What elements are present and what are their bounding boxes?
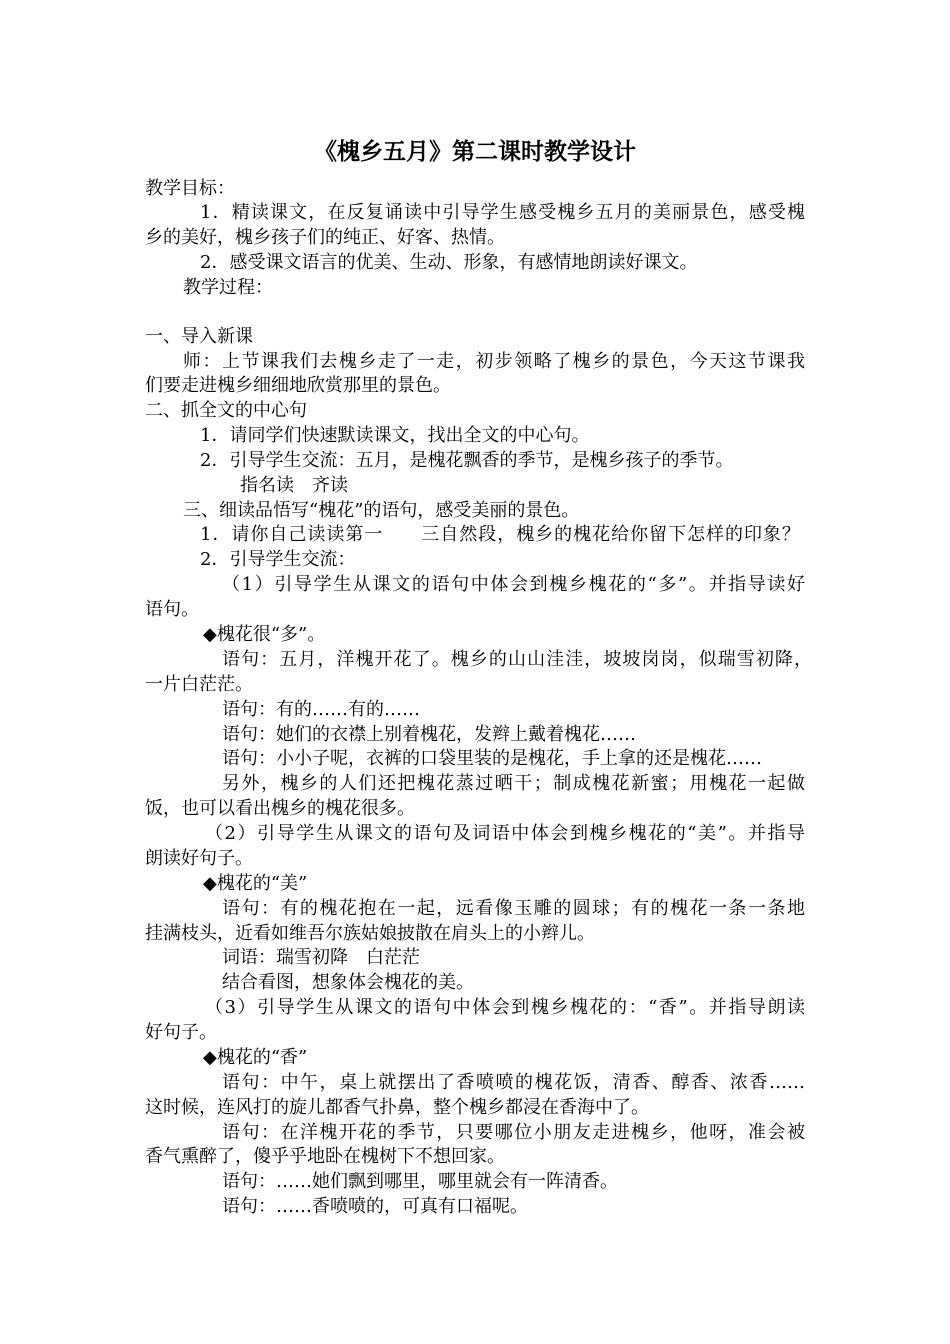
note-many-line-2: 饭，也可以看出槐乡的槐花很多。 <box>145 798 415 819</box>
sentence-fragrant-1-line-1: 语句：中午，桌上就摆出了香喷喷的槐花饭，清香、醇香、浓香…… <box>222 1072 805 1093</box>
section-2-step-1: 1．请同学们快速默读课文，找出全文的中心句。 <box>200 425 590 446</box>
bullet-beautiful: ◆槐花的“美” <box>203 873 308 894</box>
sentence-fragrant-2-line-1: 语句：在洋槐开花的季节，只要哪位小朋友走进槐乡，他呀，准会被 <box>222 1122 805 1143</box>
sentence-fragrant-1-line-2: 这时候，连风打的旋儿都香气扑鼻，整个槐乡都浸在香海中了。 <box>145 1097 649 1118</box>
words-beautiful: 词语：瑞雪初降 白茫茫 <box>222 947 420 968</box>
sentence-many-2: 语句：有的……有的…… <box>222 699 420 720</box>
point-2-intro-line-2: 朗读好句子。 <box>145 848 253 869</box>
sentence-beautiful-line-2: 挂满枝头，近看如维吾尔族姑娘披散在肩头上的小辫儿。 <box>145 923 595 944</box>
section-3-step-1: 1．请你自己读读第一 三自然段，槐乡的槐花给你留下怎样的印象？ <box>200 524 800 545</box>
sentence-fragrant-2-line-2: 香气熏醉了，傻乎乎地卧在槐树下不想回家。 <box>145 1146 505 1167</box>
sentence-fragrant-4: 语句：……香喷喷的，可真有口福呢。 <box>222 1196 528 1217</box>
objective-1-line-2: 乡的美好，槐乡孩子们的纯正、好客、热情。 <box>145 227 505 248</box>
section-1-heading: 一、导入新课 <box>145 326 253 347</box>
sentence-many-4: 语句：小小子呢，衣裤的口袋里装的是槐花，手上拿的还是槐花…… <box>222 748 762 769</box>
section-2-step-2: 2．引导学生交流：五月，是槐花飘香的季节，是槐乡孩子的季节。 <box>200 450 734 471</box>
bullet-fragrant: ◆槐花的“香” <box>203 1047 308 1068</box>
bullet-many: ◆槐花很“多”。 <box>203 624 326 645</box>
point-3-intro-line-2: 好句子。 <box>145 1022 217 1043</box>
sentence-fragrant-3: 语句：……她们飘到哪里，哪里就会有一阵清香。 <box>222 1171 618 1192</box>
point-2-intro-line-1: （2）引导学生从课文的语句及词语中体会到槐乡槐花的“美”。并指导 <box>205 823 805 844</box>
objective-1-line-1: 1．精读课文，在反复诵读中引导学生感受槐乡五月的美丽景色，感受槐 <box>200 202 805 223</box>
sentence-beautiful-line-1: 语句：有的槐花抱在一起，远看像玉雕的圆球；有的槐花一条一条地 <box>222 898 805 919</box>
page-title: 《槐乡五月》第二课时教学设计 <box>314 138 636 165</box>
point-3-intro-line-1: （3）引导学生从课文的语句中体会到槐乡槐花的：“香”。并指导朗读 <box>205 997 805 1018</box>
sentence-many-1-line-1: 语句：五月，洋槐开花了。槐乡的山山洼洼，坡坡岗岗，似瑞雪初降， <box>222 649 812 670</box>
process-heading: 教学过程： <box>183 277 273 298</box>
objective-2: 2．感受课文语言的优美、生动、形象，有感情地朗读好课文。 <box>200 252 698 273</box>
objectives-heading: 教学目标： <box>145 178 235 199</box>
sentence-many-1-line-2: 一片白茫茫。 <box>145 674 253 695</box>
section-3-heading: 三、细读品悟写“槐花”的语句，感受美丽的景色。 <box>183 500 580 521</box>
note-many-line-1: 另外，槐乡的人们还把槐花蒸过晒干；制成槐花新蜜；用槐花一起做 <box>222 773 805 794</box>
point-1-intro-line-2: 语句。 <box>145 599 199 620</box>
point-1-intro-line-1: （1）引导学生从课文的语句中体会到槐乡槐花的“多”。并指导读好 <box>222 574 805 595</box>
note-beautiful: 结合看图，想象体会槐花的美。 <box>222 972 474 993</box>
teacher-intro-line-2: 们要走进槐乡细细地欣赏那里的景色。 <box>145 375 451 396</box>
section-2-heading: 二、抓全文的中心句 <box>145 400 307 421</box>
section-3-step-2: 2．引导学生交流： <box>200 549 356 570</box>
reading-methods: 指名读 齐读 <box>240 475 348 496</box>
teacher-intro-line-1: 师：上节课我们去槐乡走了一走，初步领略了槐乡的景色，今天这节课我 <box>183 351 805 372</box>
sentence-many-3: 语句：她们的衣襟上别着槐花，发辫上戴着槐花…… <box>222 724 636 745</box>
